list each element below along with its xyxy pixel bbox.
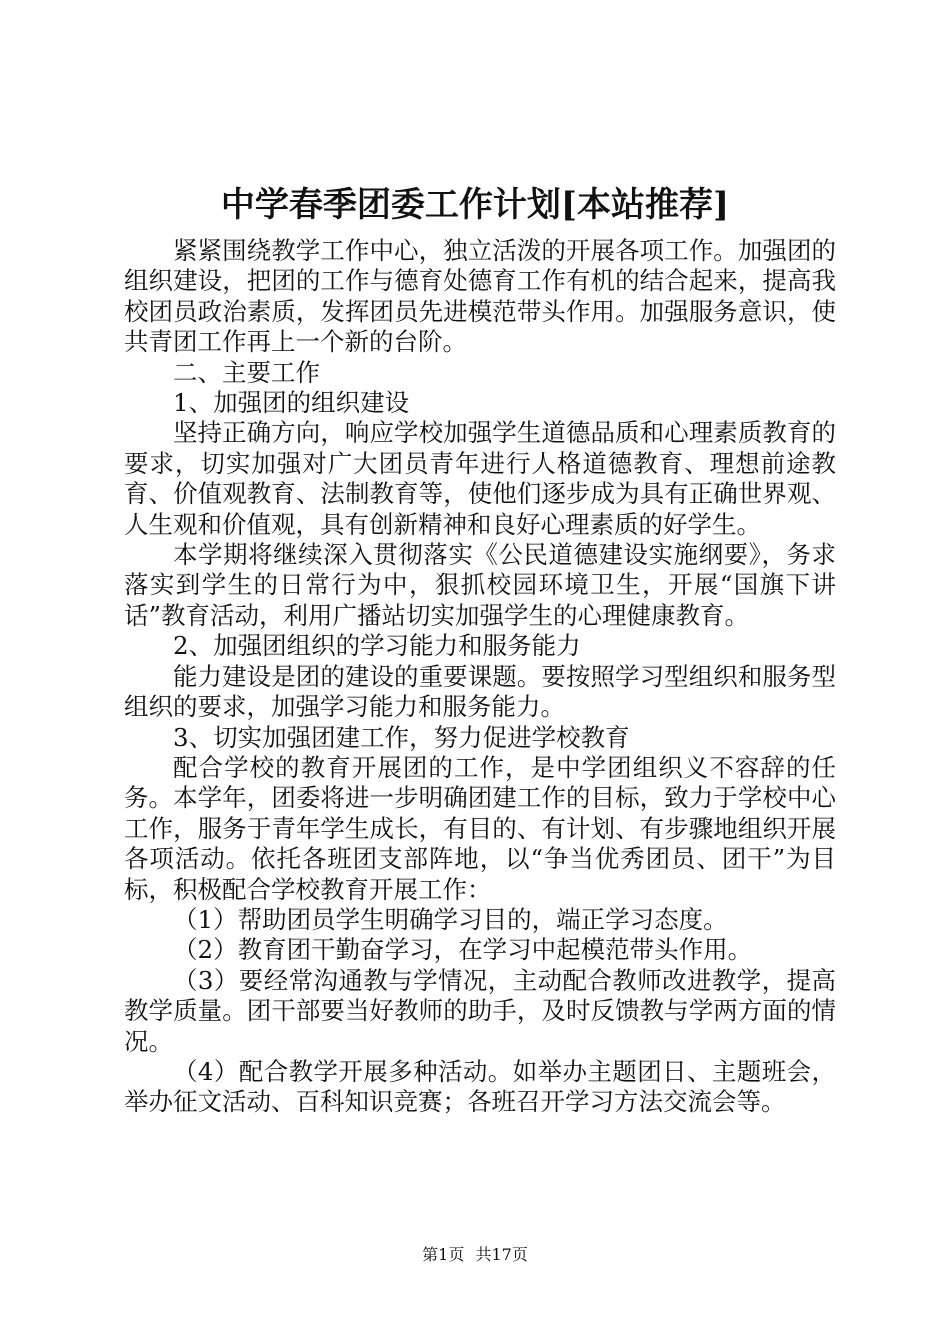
- page-number: 第1页: [422, 1245, 465, 1264]
- page-total: 共17页: [475, 1245, 528, 1264]
- paragraph-capacity: 能力建设是团的建设的重要课题。要按照学习型组织和服务型组织的要求，加强学习能力和服务能力。: [124, 661, 836, 722]
- list-item-2: （2）教育团干勤奋学习，在学习中起模范带头作用。: [173, 935, 753, 965]
- paragraph-intro: 紧紧围绕教学工作中心，独立活泼的开展各项工作。加强团的组织建设，把团的工作与德育处德育工作有机的结合起来，提高我校团员政治素质，发挥团员先进模范带头作用。加强服务意识，使共青团工作再上一个新的台阶。: [124, 236, 836, 357]
- list-item-3: （3）要经常沟通教与学情况，主动配合教师改进教学，提高教学质量。团干部要当好教师的助手，及时反馈教与学两方面的情况。: [124, 965, 836, 1056]
- paragraph-direction: 坚持正确方向，响应学校加强学生道德品质和心理素质教育的要求，切实加强对广大团员青年进行人格道德教育、理想前途教育、价值观教育、法制教育等，使他们逐步成为具有正确世界观、人生观和价值观，具有创新精神和良好心理素质的好学生。: [124, 418, 836, 539]
- document-body: [124, 236, 836, 1118]
- paragraph-cooperate: 配合学校的教育开展团的工作，是中学团组织义不容辞的任务。本学年，团委将进一步明确团建工作的目标，致力于学校中心工作，服务于青年学生成长，有目的、有计划、有步骤地组织开展各项活动。依托各班团支部阵地，以“争当优秀团员、团干”为目标，积极配合学校教育开展工作：: [124, 752, 836, 904]
- subheading-1: 1、加强团的组织建设: [173, 388, 410, 418]
- subheading-2: 2、加强团组织的学习能力和服务能力: [173, 631, 581, 661]
- document-title: 中学春季团委工作计划[本站推荐]: [220, 185, 730, 225]
- page-footer: [0, 1244, 950, 1266]
- paragraph-semester: 本学期将继续深入贯彻落实《公民道德建设实施纲要》，务求落实到学生的日常行为中，狠抓校园环境卫生，开展“国旗下讲话”教育活动，利用广播站切实加强学生的心理健康教育。: [124, 540, 836, 630]
- list-item-1: （1）帮助团员学生明确学习目的，端正学习态度。: [173, 904, 728, 934]
- section-heading-main-work: 二、主要工作: [173, 357, 320, 387]
- list-item-4: （4）配合教学开展多种活动。如举办主题团日、主题班会，举办征文活动、百科知识竞赛；各班召开学习方法交流会等。: [124, 1056, 836, 1117]
- subheading-3: 3、切实加强团建工作，努力促进学校教育: [173, 722, 630, 752]
